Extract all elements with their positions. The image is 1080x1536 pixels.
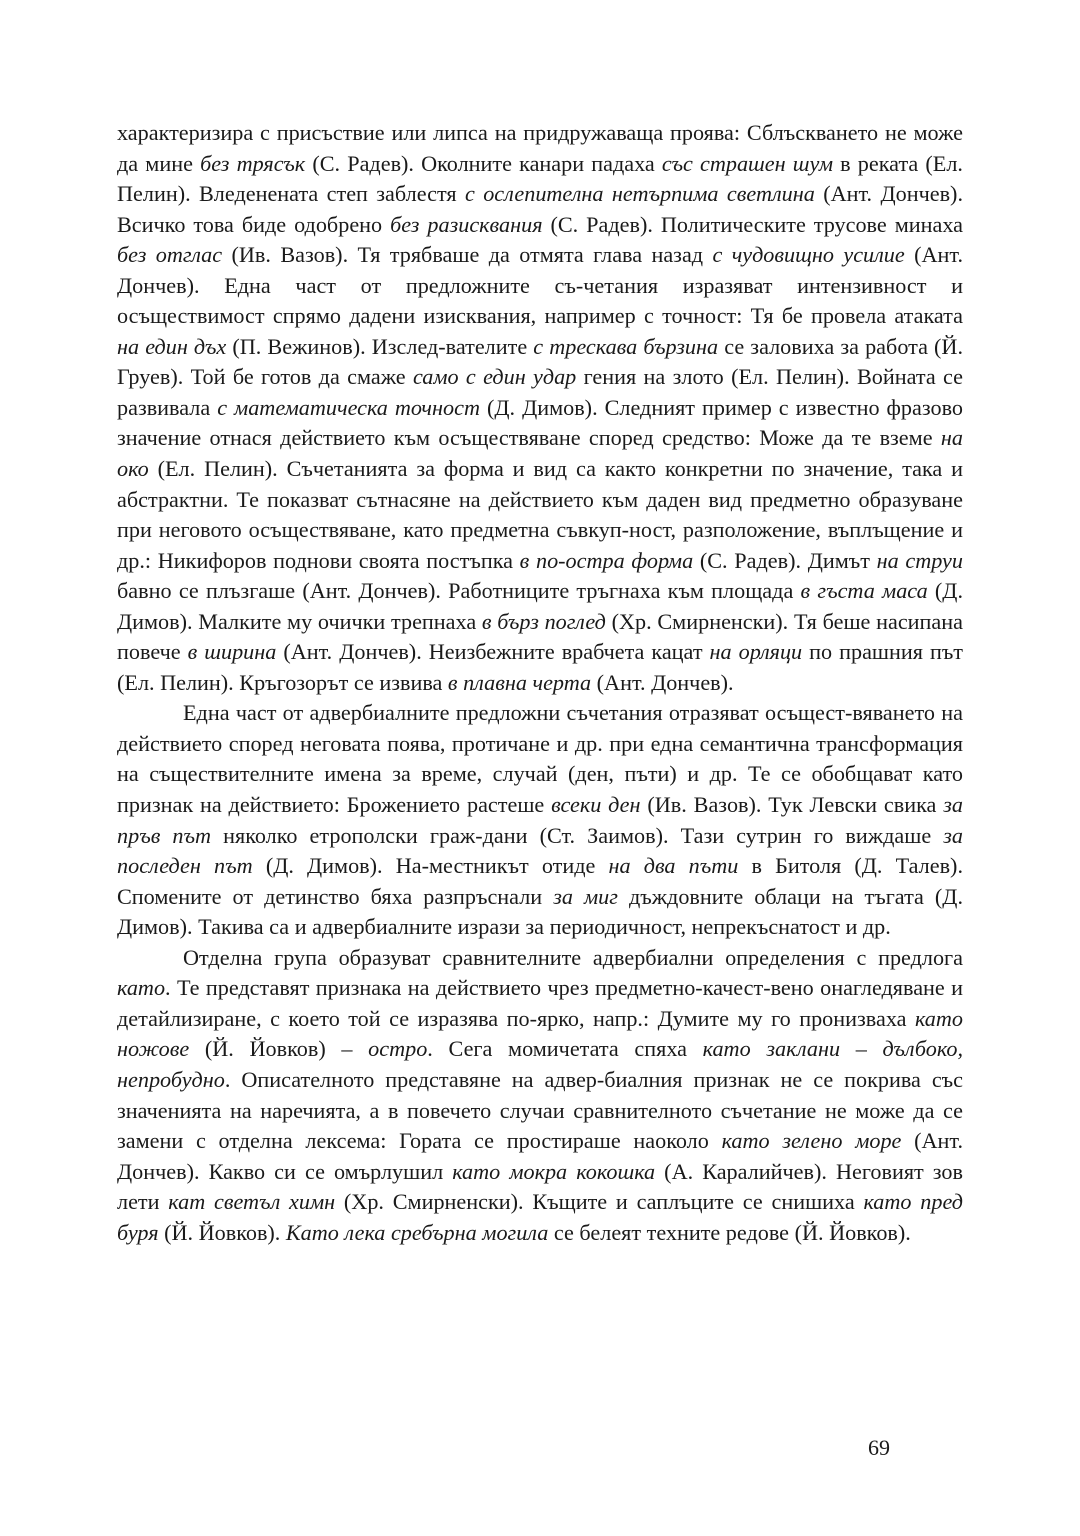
italic-example: на око [117,425,963,482]
italic-example: за последен път [117,822,963,879]
text-run: (Й. Йовков). [158,1219,286,1245]
italic-example: със страшен шум [661,150,834,176]
italic-example: кат светъл химн [168,1189,336,1215]
text-run: бавно се плъзгаше (Ант. Дончев). Работниците тръгнаха към площада [117,578,801,604]
italic-example: с чудовищно усилие [712,242,905,268]
italic-example: като ножове [117,1005,963,1062]
italic-example: само с един удар [412,364,577,390]
text-run: (Д. Димов). Малките му очички трепнаха [117,578,963,634]
text-run: в реката (Ел. Пелин). Вледенената степ заблестя [117,150,963,207]
italic-example: в ширина [187,639,277,665]
text-run: гения на злото (Ел. Пелин). Войната се развивала [117,364,963,420]
italic-example: като зелено море [721,1128,902,1154]
italic-example: в плавна черта [447,669,592,695]
text-run: (П. Вежинов). Изслед-вателите [226,333,534,359]
italic-example: като заклани – дълбоко, непробудно [117,1036,964,1092]
text-run: в Битоля (Д. Талев). Спомените от детинство бяха разпръснали [117,853,963,909]
text-run: (Ант. Дончев). Всичко това биде одобрено [117,181,963,237]
text-run: (Ел. Пелин). Съчетанията за форма и вид са както конкретни по значение, така и абстрактни. Те показват сътнасяне на действието към даден вид предметно образуване при неговото осъществяване, като предметна съвкуп-ност, разположение, въплъщение и др.: Никифоров поднови своята постъпка [117,456,963,573]
text-run: . Те представят признака на действието чрез предметно-качест-вено онагледяване и детайлизиране, с което той се изразява по-ярко, напр.: Думите му го пронизваха [117,975,963,1031]
text-run: Една част от адвербиалните предложни съчетания отразяват осъщест-вяването на действието според неговата поява, протичане и др. при една семантична трансформация на съществителните имена за време, случай (ден, пъти) и др. Те се обобщават като признак на действието: Брожението растеше [117,700,963,818]
text-run: (Й. Йовков) – [189,1036,369,1062]
italic-example: в по-остра форма [519,547,694,573]
paragraph-1 [117,118,963,698]
italic-example: като пред буря [117,1189,963,1245]
italic-example: на струи [876,547,963,573]
text-run: по прашния път (Ел. Пелин). Кръгозорът се извива [117,639,963,695]
text-run: (Ив. Вазов). Тук Левски свика [640,792,944,818]
italic-example: за пръв път [117,792,963,848]
italic-example: Като лека сребърна могила [285,1219,549,1245]
text-run: дъждовните облаци на тъгата (Д. Димов). Такива са и адвербиалните изрази за периодичност, непрекъснатост и др. [117,883,963,940]
italic-example: всеки ден [551,792,641,818]
text-run: Отделна група образуват сравнителните адвербиални определения с предлога [183,944,963,970]
italic-example: на два пъти [608,853,739,879]
italic-example: за миг [553,883,618,909]
text-run: се белеят техните редове (Й. Йовков). [548,1219,911,1245]
italic-example: в гъста маса [800,578,928,604]
text-run: (А. Каралийчев). Неговият зов лети [117,1158,964,1215]
italic-example: на орляци [709,639,803,665]
text-run: . Описателното представяне на адвер-биалния признак не се покрива със значенията на наречията, а в повечето случаи сравнителното съчетание не може да се замени с отделна лексема: Гората се простираше наоколо [117,1066,963,1154]
text-run: характеризира с присъствие или липса на придружаваща проява: Сблъскването не може да мине [117,120,963,176]
text-run: (Д. Димов). Следният пример с известно фразово значение отнася действието към осъществяване според средство: Може да те вземе [117,394,963,451]
italic-example: без отглас [117,242,223,268]
italic-example: като [117,975,166,1001]
text-run: се заловиха за работа (Й. Груев). Той бе готов да смаже [117,333,963,390]
italic-example: без трясък [200,150,306,176]
text-run: няколко етрополски граж-дани (Ст. Заимов). Тази сутрин го виждаше [211,822,944,848]
text-run: (Ант. Дончев). Какво си се омърлушил [117,1128,963,1184]
italic-example: в бърз поглед [481,608,606,634]
text-run: (С. Радев). Околните канари падаха [305,150,662,176]
text-run: (С. Радев). Димът [693,547,877,573]
text-run: (Ив. Вазов). Тя трябваше да отмята глава назад [222,242,713,268]
italic-example: с трескава бързина [533,333,719,359]
italic-example: като мокра кокошка [452,1158,656,1184]
text-run: (Ант. Дончев). [591,669,734,695]
text-run: (Хр. Смирненски). Къщите и саплъците се снишиха [335,1189,864,1215]
italic-example: с ослепителна нетърпима светлина [464,181,815,207]
text-run: . Сега момичетата спяха [427,1036,703,1062]
text-run: (Ант. Дончев). Неизбежните врабчета кацат [276,639,710,665]
paragraph-3 [117,943,963,1248]
italic-example: с математическа точност [217,394,480,420]
italic-example: на един дъх [117,333,227,359]
italic-example: остро [368,1036,428,1062]
text-run: (Д. Димов). На-местникът отиде [252,853,609,879]
text-run: (С. Радев). Политическите трусове минаха [542,211,963,237]
paragraph-2 [117,698,963,942]
text-run: (Ант. Дончев). Една част от предложните съ-четания изразяват интензивност и осъществимост спрямо дадени изисквания, например с точност: Тя бе провела атаката [117,242,963,329]
italic-example: без разисквания [390,211,543,237]
body-text [117,118,963,1248]
page-number: 69 [868,1435,890,1460]
text-run: (Хр. Смирненски). Тя беше насипана повече [117,608,963,665]
